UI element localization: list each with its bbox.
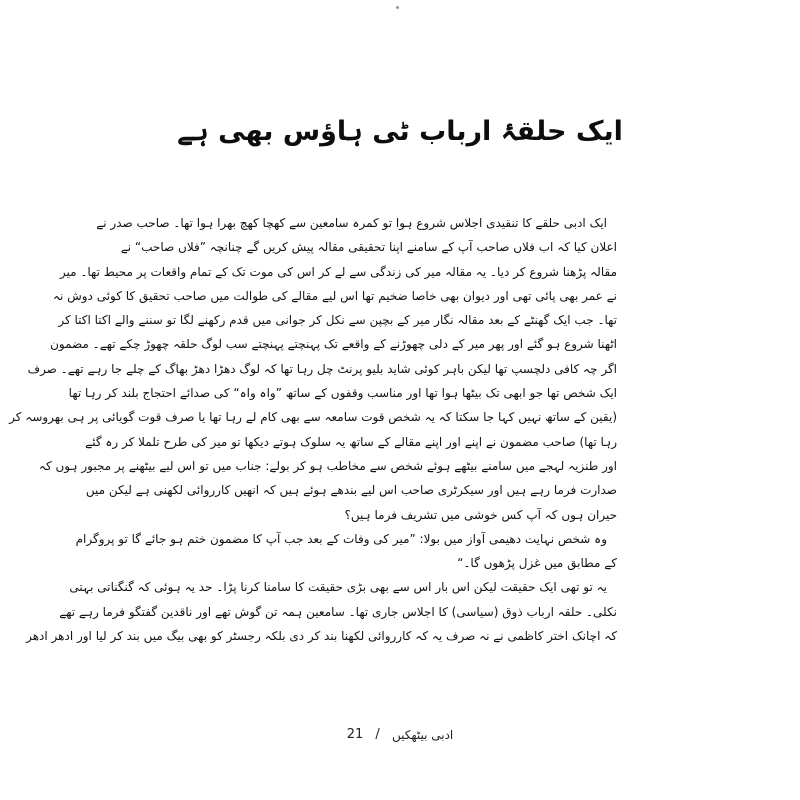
text-line: کے مطابق میں غزل پڑھوں گا۔“ — [457, 556, 617, 571]
text-line: اٹھنا شروع ہو گئے اور پھر میر کے دلی چھوڑنے کے واقعے تک پہنچتے پہنچتے سب لوگ حلقہ چھوڑ چکے تھے۔ مضمون — [50, 337, 617, 352]
text-line: اور طنزیہ لہجے میں سامنے بیٹھے ہوئے شخص سے مخاطب ہو کر بولے: جناب میں تو اس لیے بیٹھنے پر مجبور ہوں کہ — [38, 458, 617, 473]
page-footer — [300, 727, 500, 742]
text-line: رہا تھا) صاحب مضمون نے اپنے اور اپنے مقالے کے ساتھ یہ سلوک ہوتے دیکھا تو میر کی طرح تلملا کر رہ گئے — [85, 434, 617, 449]
text-line: نکلی۔ حلقہ ارباب ذوق (سیاسی) کا اجلاس جاری تھا۔ سامعین ہمہ تن گوش تھے اور ناقدین گفتگو فرما رہے تھے — [59, 604, 617, 619]
text-line: ایک شخص تھا جو ابھی تک بیٹھا ہوا تھا اور مناسب وقفوں کے ساتھ ”واہ واہ“ کی صدائے احتجاج بلند کر رہا تھا — [68, 386, 617, 401]
text-line: حیران ہوں کہ آپ کس خوشی میں تشریف فرما ہیں؟ — [344, 507, 617, 522]
print-mark — [396, 6, 399, 9]
body-text — [9, 211, 617, 648]
chapter-title: ایک حلقۂ ارباب ٹی ہاؤس بھی ہے — [177, 116, 623, 147]
text-line: یہ تو تھی ایک حقیقت لیکن اس بار اس سے بھی بڑی حقیقت کا سامنا کرنا پڑا۔ حد یہ ہوئی کہ گنگناتی بہتی — [69, 580, 607, 595]
text-line: صدارت فرما رہے ہیں اور سیکرٹری صاحب اس لیے بندھے ہوئے ہیں کہ انھیں کارروائی لکھنی ہے لیکن میں — [85, 483, 617, 498]
footer-separator: / — [375, 727, 380, 742]
text-line: اعلان کیا کہ اب فلاں صاحب آپ کے سامنے اپنا تحقیقی مقالہ پیش کریں گے چنانچہ ”فلاں صاحب“ نے — [120, 240, 617, 255]
text-line: مقالہ پڑھنا شروع کر دیا۔ یہ مقالہ میر کی زندگی سے لے کر اس کی موت تک کے تمام واقعات پر محیط تھا۔ میر — [59, 264, 617, 279]
text-line: (یقین کے ساتھ نہیں کہا جا سکتا کہ یہ شخص قوت سامعہ سے بھی کام لے رہا تھا یا صرف قوت گویائی پر ہی بھروسہ کر — [9, 410, 617, 425]
page-number: 21 — [346, 727, 364, 742]
text-line: ایک ادبی حلقے کا تنقیدی اجلاس شروع ہوا تو کمرہ سامعین سے کھچا کھچ بھرا ہوا تھا۔ صاحب صدر نے — [96, 216, 607, 230]
text-line: نے عمر بھی پائی تھی اور دیوان بھی خاصا ضخیم تھا اس لیے مقالے کی طوالت میں صاحب تحقیق کا کوئی دوش نہ — [52, 288, 617, 303]
text-line: اگر چہ کافی دلچسپ تھا لیکن باہر کوئی شاید بلیو پرنٹ چل رہا تھا کہ لوگ دھڑا دھڑ بھاگ کے چلے جا رہے تھے۔ صرف — [27, 361, 617, 376]
text-line: وہ شخص نہایت دھیمی آواز میں بولا: ”میر کی وفات کے بعد جب آپ کا مضمون ختم ہو جائے گا تو پروگرام — [75, 531, 607, 546]
book-title: ادبی بیٹھکیں — [391, 727, 454, 742]
text-line: تھا۔ جب ایک گھنٹے کے بعد مقالہ نگار میر کے بچپن سے نکل کر جوانی میں قدم رکھنے لگا تو سننے والے اکتا اکتا کر — [58, 313, 617, 328]
text-line: کہ اچانک اختر کاظمی نے نہ صرف یہ کہ کارروائی لکھنا بند کر دی بلکہ رجسٹر کو بھی بیگ میں بند کر لیا اور ادھر ادھر — [26, 629, 617, 644]
